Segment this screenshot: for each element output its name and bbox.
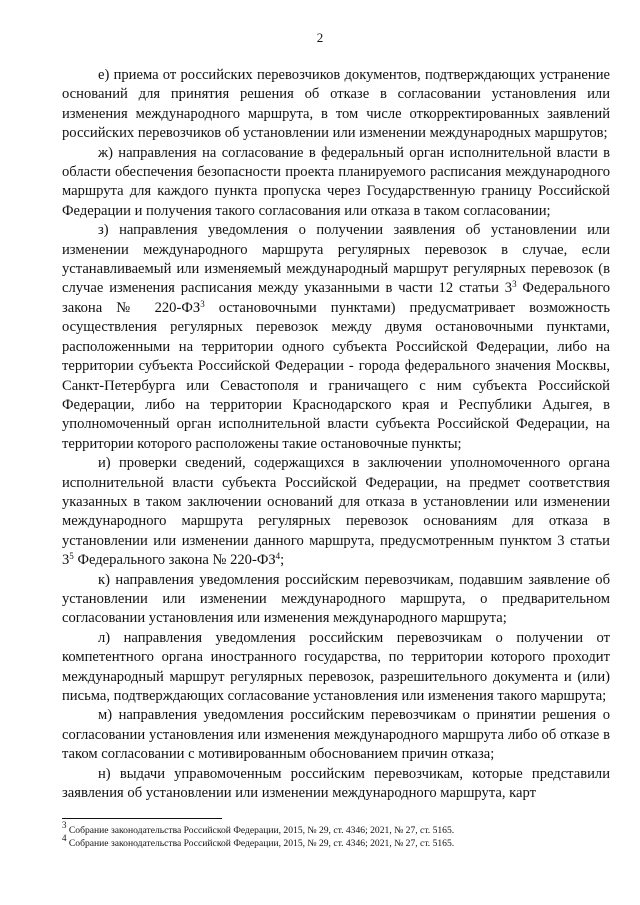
paragraph-z-text-b: Федерального закона № 220-ФЗ	[62, 280, 611, 316]
superscript: 5	[69, 551, 74, 562]
footnote-marker: 4	[62, 833, 67, 843]
page-number: 2	[316, 30, 324, 45]
footnote-reference: 3	[200, 298, 205, 309]
paragraph-i-text-a: и) проверки сведений, содержащихся в заключении уполномоченного органа исполнительной власти субъекта Российской Федерации, на предмет соответствия указанных в таком заключении оснований для отказа в установлении или изменении международного маршрута регулярных перевозок основаниям для отказа в установлении или изменении данного маршрута, предусмотренным пунктом 3 статьи 3	[62, 455, 610, 569]
footnote-divider	[62, 818, 222, 819]
footnote-text: Собрание законодательства Российской Федерации, 2015, № 29, ст. 4346; 2021, № 27, ст. 5165.	[66, 825, 455, 836]
footnote-marker: 3	[62, 820, 67, 830]
footnote-reference: 4	[275, 551, 281, 562]
footnotes	[62, 820, 610, 850]
footnote-3	[62, 820, 610, 837]
paragraph-e: е) приема от российских перевозчиков документов, подтверждающих устранение оснований для принятия решения об отказе в согласовании установления или изменения международного маршрута, в том числе откорректированных заявлений российских перевозчиков об установлении или изменении международных маршрутов;	[62, 67, 610, 142]
paragraph-z	[62, 221, 610, 454]
paragraph-k: к) направления уведомления российским перевозчикам, подавшим заявление об установлении или изменении международного маршрута, о предварительном согласовании установления или изменения международного маршрута;	[62, 571, 610, 627]
document-body	[62, 66, 610, 803]
paragraph-i	[62, 454, 610, 570]
superscript: 3	[512, 279, 517, 290]
paragraph-i-text-c: ;	[280, 552, 285, 569]
paragraph-i-text-b: Федерального закона № 220-ФЗ	[73, 552, 276, 569]
paragraph-n: н) выдачи управомоченным российским перевозчикам, которые представили заявления об установлении или изменении международного маршрута, карт	[62, 765, 610, 802]
paragraph-z-text-c: остановочными пунктами) предусматривает возможность осуществления регулярных перевозок между двумя остановочными пунктами, расположенными на территории одного субъекта Российской Федерации, либо на территории субъекта Российской Федерации - города федерального значения Москвы, Санкт-Петербурга или Севастополя и граничащего с ним субъекта Российской Федерации, либо на территории Краснодарского края и Республики Адыгея, в уполномоченный орган исполнительной власти субъекта Российской Федерации, на территории которого расположены такие остановочные пункты;	[62, 299, 610, 452]
footnote-4	[62, 833, 610, 850]
footnote-text: Собрание законодательства Российской Федерации, 2015, № 29, ст. 4346; 2021, № 27, ст. 5165.	[66, 838, 455, 849]
paragraph-l: л) направления уведомления российским перевозчикам о получении от компетентного органа иностранного государства, по территории которого проходит международный маршрут регулярных перевозок, разрешительного документа и (или) письма, подтверждающих согласование установления или изменения такого маршрута;	[62, 629, 610, 704]
paragraph-zh: ж) направления на согласование в федеральный орган исполнительной власти в области обеспечения безопасности проекта планируемого расписания международного маршрута для каждого пункта пропуска через Государственную границу Российской Федерации и получения такого согласования или отказа в таком согласовании;	[62, 144, 610, 219]
paragraph-z-text-a: з) направления уведомления о получении заявления об установлении или изменении международного маршрута регулярных перевозок в случае, если устанавливаемый или изменяемый международный маршрут регулярных перевозок (в случае изменения расписания между указанными в части 12 статьи 3	[62, 222, 610, 297]
paragraph-m: м) направления уведомления российским перевозчикам о принятии решения о согласовании установления или изменения международного маршрута либо об отказе в таком согласовании с мотивированным обоснованием причин отказа;	[62, 707, 610, 763]
